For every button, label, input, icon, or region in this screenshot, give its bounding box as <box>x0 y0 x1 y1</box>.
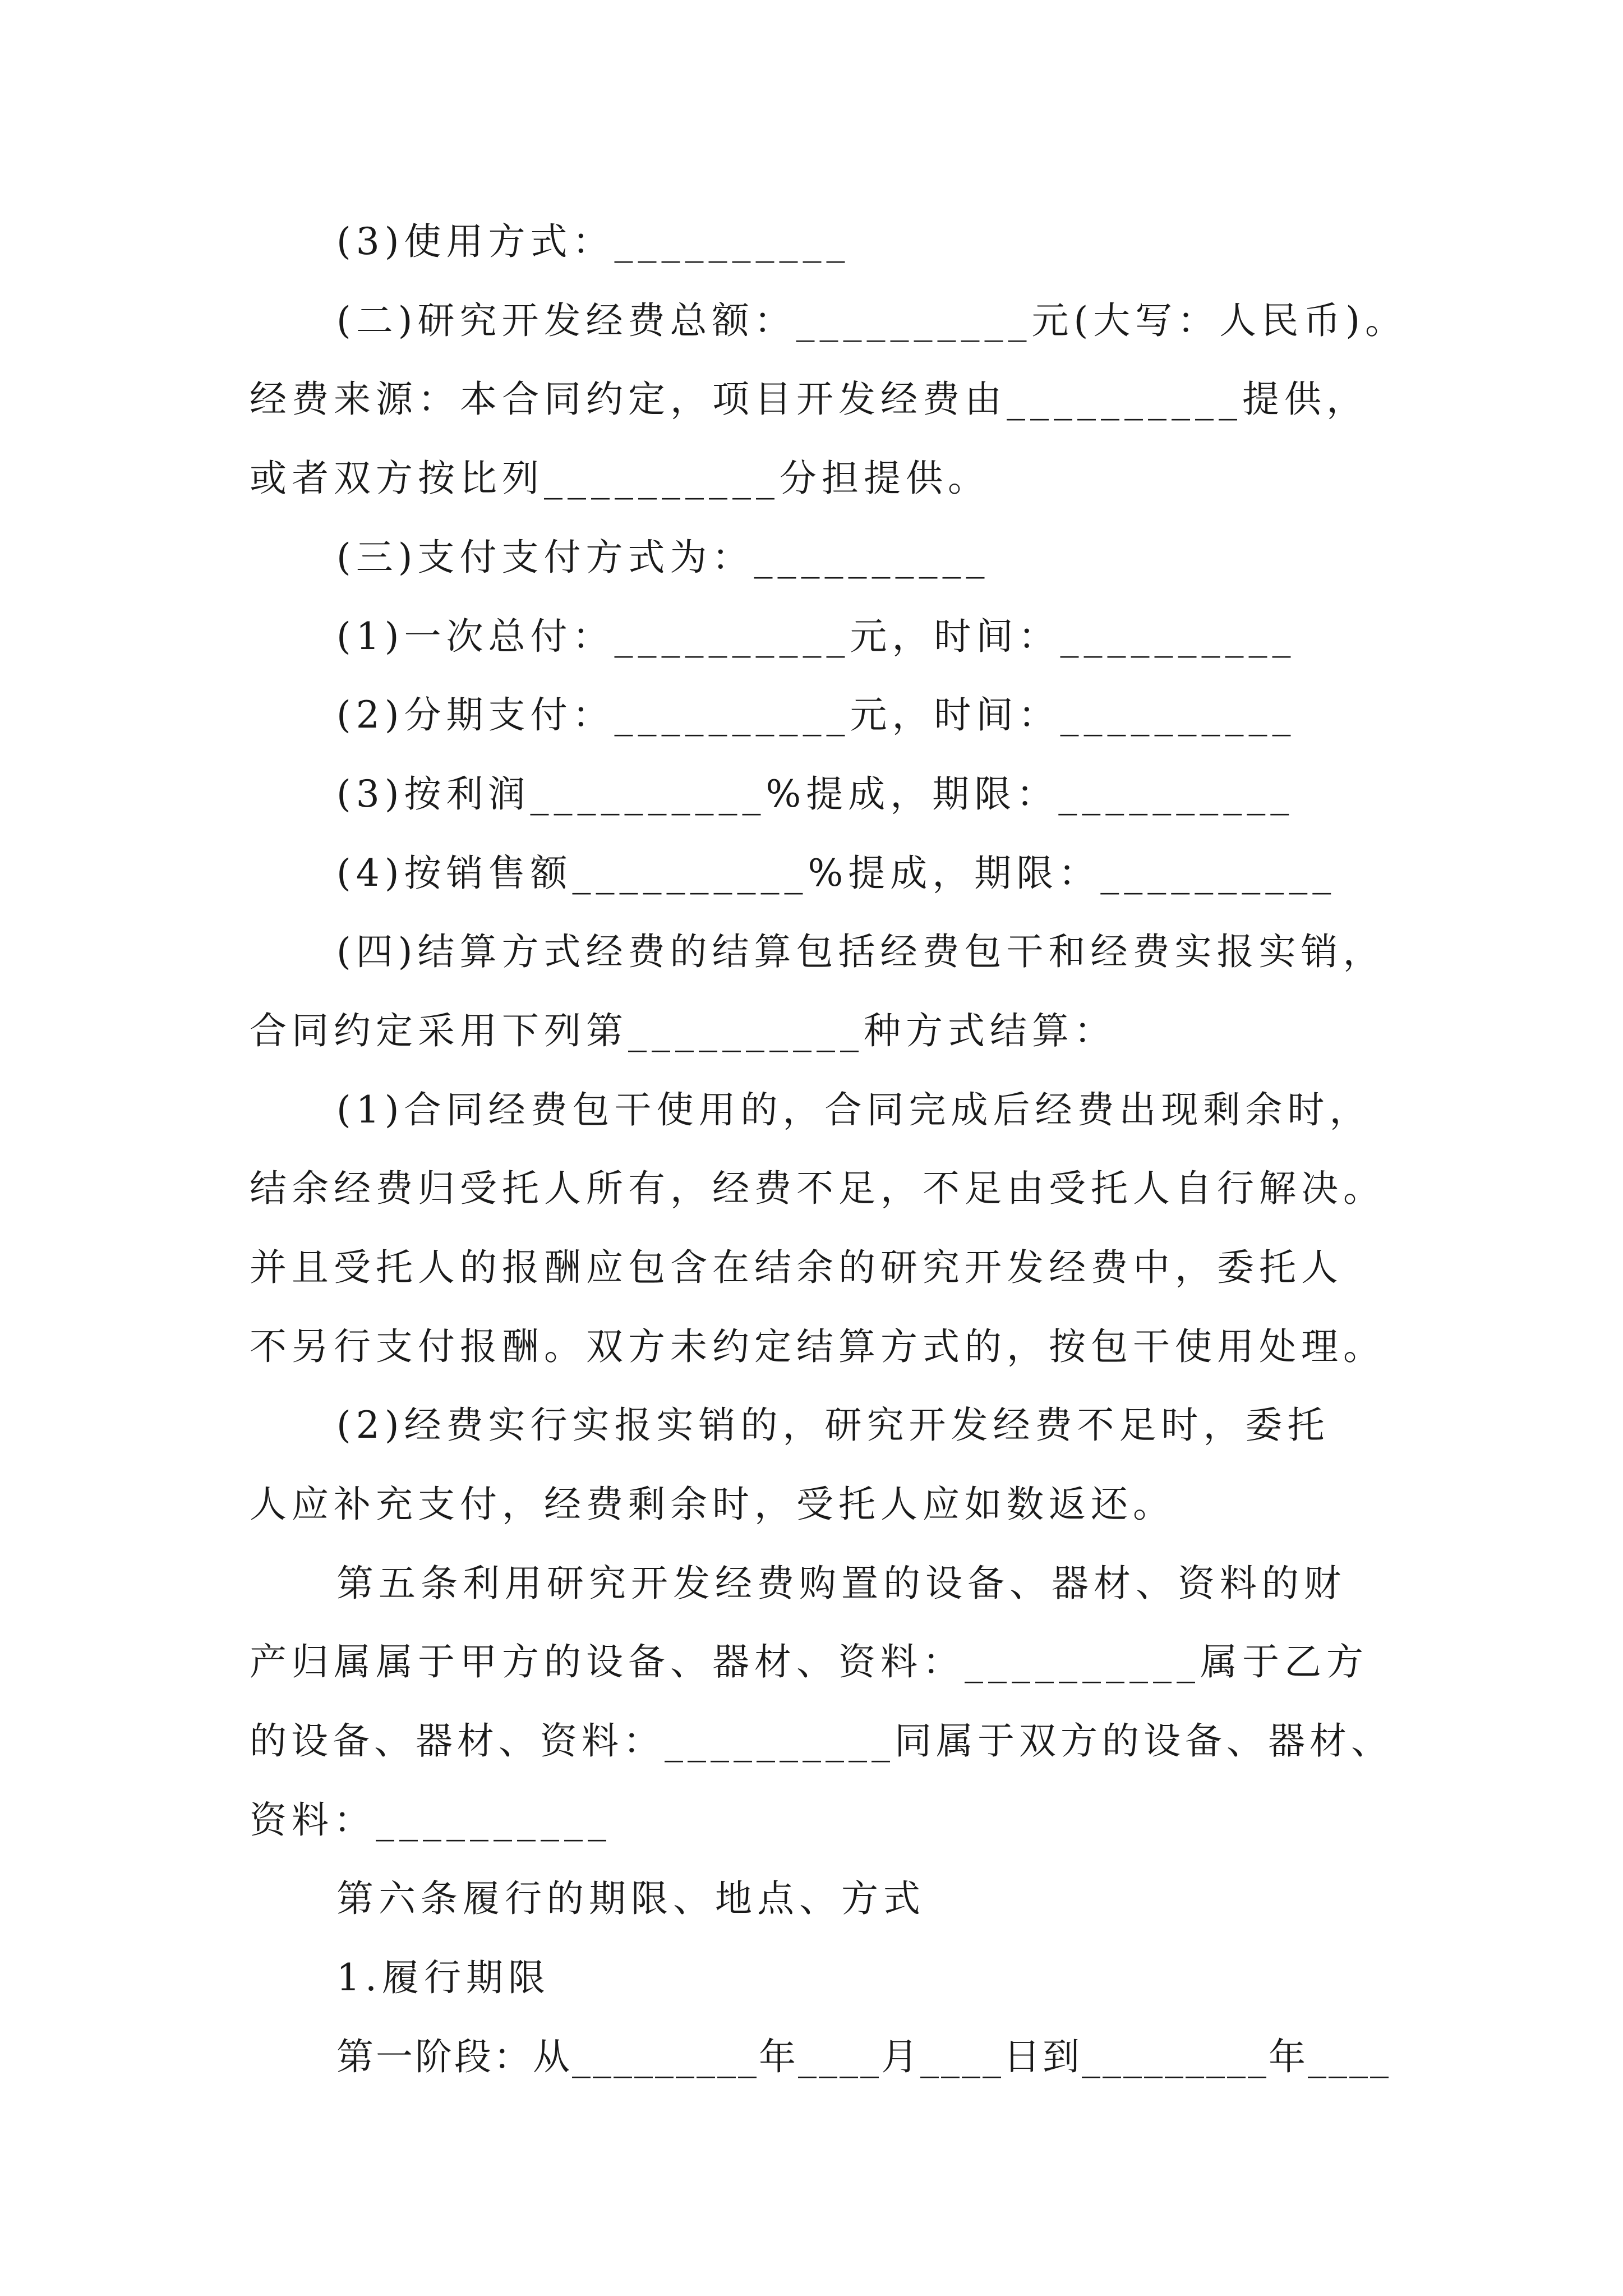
text-line: (二)研究开发经费总额：__________元(大写：人民币)。 <box>336 299 1407 342</box>
text-line: (2)经费实行实报实销的，研究开发经费不足时，委托 <box>336 1404 1330 1447</box>
text-line: 的设备、器材、资料：__________同属于双方的设备、器材、 <box>250 1719 1393 1763</box>
text-line: (3)按利润__________%提成，期限：__________ <box>336 772 1294 816</box>
text-line: 合同约定采用下列第__________种方式结算： <box>250 1009 1116 1052</box>
text-line: (四)结算方式经费的结算包括经费包干和经费实报实销， <box>336 930 1385 973</box>
text-line: 产归属属于甲方的设备、器材、资料：__________属于乙方 <box>250 1640 1368 1683</box>
text-line: 第五条利用研究开发经费购置的设备、器材、资料的财 <box>336 1562 1346 1605</box>
text-line: (三)支付支付方式为：__________ <box>336 536 990 579</box>
text-line: 第一阶段：从_________年____月____日到_________年____ <box>336 2035 1391 2078</box>
text-line: 或者双方按比列__________分担提供。 <box>250 457 990 500</box>
text-line: (3)使用方式：__________ <box>336 220 850 263</box>
text-line: 结余经费归受托人所有，经费不足，不足由受托人自行解决。 <box>250 1167 1385 1210</box>
text-line: 并且受托人的报酬应包含在结余的研究开发经费中，委托人 <box>250 1246 1343 1289</box>
text-line: 1.履行期限 <box>336 1956 550 1999</box>
text-line: (4)按销售额__________%提成，期限：__________ <box>336 852 1336 895</box>
text-line: (1)合同经费包干使用的，合同完成后经费出现剩余时， <box>336 1088 1372 1131</box>
text-line: (1)一次总付：__________元，时间：__________ <box>336 615 1296 658</box>
text-line: 经费来源：本合同约定，项目开发经费由__________提供， <box>250 378 1368 421</box>
text-line: (2)分期支付：__________元，时间：__________ <box>336 693 1296 737</box>
text-line: 不另行支付报酬。双方未约定结算方式的，按包干使用处理。 <box>250 1325 1385 1368</box>
text-line: 第六条履行的期限、地点、方式 <box>336 1877 925 1920</box>
text-line: 人应补充支付，经费剩余时，受托人应如数返还。 <box>250 1483 1175 1526</box>
text-line: 资料：__________ <box>250 1798 611 1842</box>
